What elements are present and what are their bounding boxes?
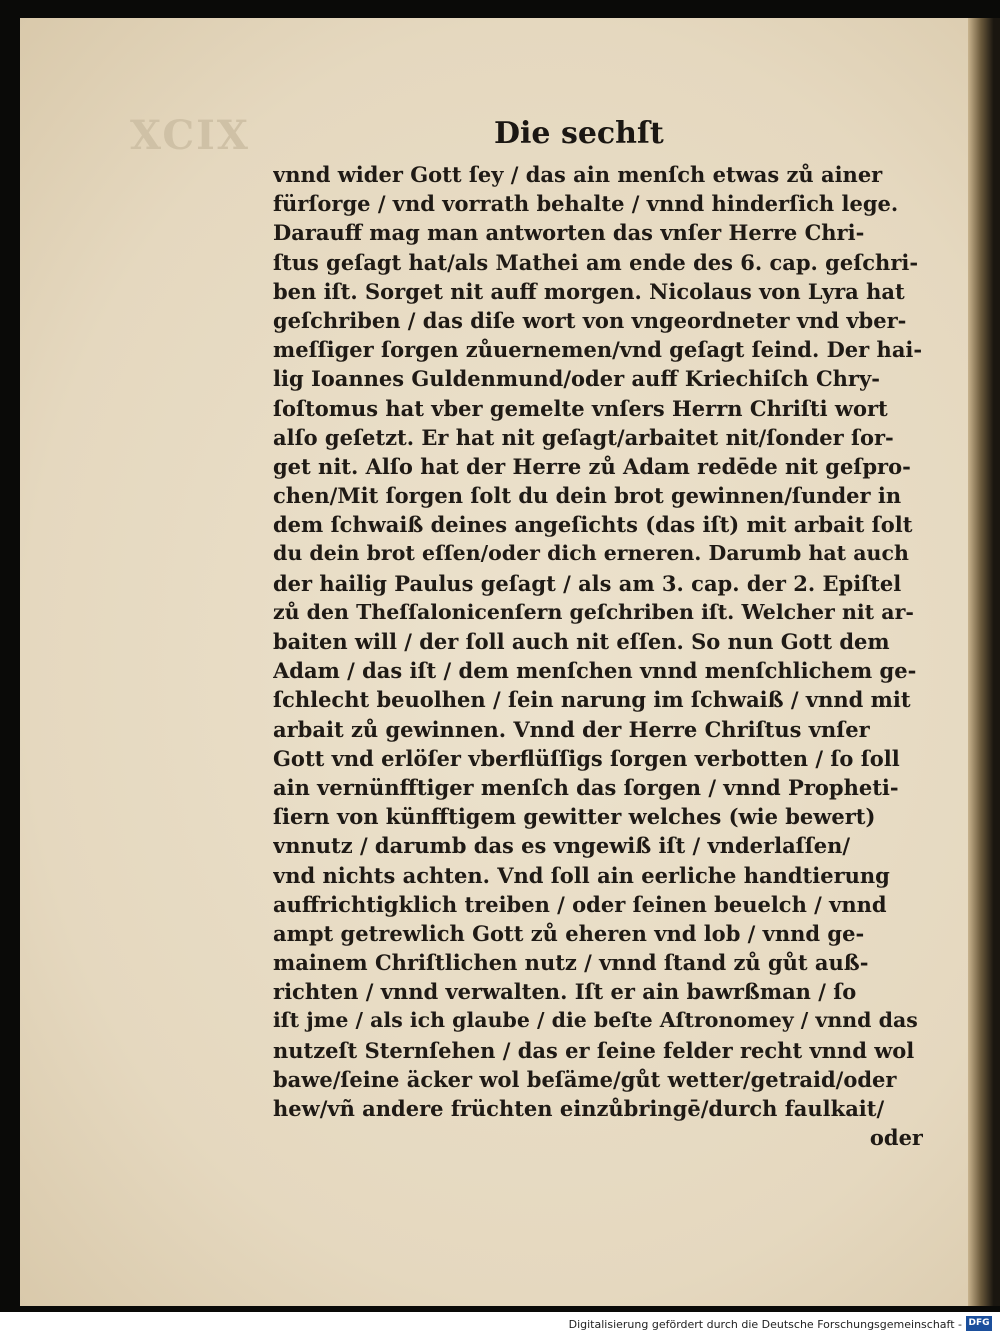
text-line: ſiern von künfftigem gewitter welches (wie bewert) <box>273 804 876 830</box>
running-header: Die sechſt <box>494 116 664 151</box>
text-line: arbait zů gewinnen. Vnnd der Herre Chriſtus vnſer <box>273 716 870 742</box>
text-line: lig Ioannes Guldenmund/oder auff Kriechiſch Chry- <box>273 366 880 392</box>
text-line: vnnutz / darumb das es vngewiß iſt / vnderlaſſen/ <box>273 833 851 859</box>
text-line: meſſiger ſorgen zůuernemen/vnd geſagt ſeind. Der hai- <box>273 337 923 363</box>
text-line: ſchlecht beuolhen / ſein narung im ſchwaiß / vnnd mit <box>273 687 911 713</box>
text-line: dem ſchwaiß deines angeſichts (das iſt) mit arbait ſolt <box>273 512 913 538</box>
text-line: ain vernünfftiger menſch das ſorgen / vnnd Propheti- <box>273 774 899 800</box>
book-spine <box>968 18 1000 1306</box>
text-line: alſo geſetzt. Er hat nit geſagt/arbaitet nit/ſonder ſor- <box>273 424 894 450</box>
text-line: vnd nichts achten. Vnd ſoll ain eerliche handtierung <box>273 862 890 888</box>
text-line: ampt getrewlich Gott zů eheren vnd lob / vnnd ge- <box>273 920 865 946</box>
dfg-logo: DFG <box>966 1316 992 1331</box>
catchword: oder <box>869 1125 923 1151</box>
text-line: iſt jme / als ich glaube / die beſte Aſtronomey / vnnd das <box>273 1008 918 1033</box>
text-line: ben iſt. Sorget nit auff morgen. Nicolaus von Lyra hat <box>273 278 905 304</box>
text-line: auffrichtigklich treiben / oder ſeinen beuelch / vnnd <box>273 891 887 917</box>
text-line: der hailig Paulus geſagt / als am 3. cap. der 2. Epiſtel <box>273 570 902 596</box>
text-line: fürſorge / vnd vorrath behalte / vnnd hinderſich lege. <box>273 191 899 217</box>
text-line: ſoſtomus hat vber gemelte vnſers Herrn Chriſti wort <box>273 395 888 421</box>
text-line: Gott vnd erlöſer vberflüſſigs ſorgen verbotten / ſo ſoll <box>273 745 900 771</box>
text-line: mainem Chriſtlichen nutz / vnnd ſtand zů gůt auß- <box>273 950 869 976</box>
bleed-through-foliation: XCIX <box>130 112 250 159</box>
text-line: baiten will / der ſoll auch nit eſſen. So nun Gott dem <box>273 629 890 654</box>
text-line: get nit. Alſo hat der Herre zů Adam redēde nit geſpro- <box>273 453 911 479</box>
text-line: du dein brot eſſen/oder dich erneren. Darumb hat auch <box>273 541 909 566</box>
text-line: zů den Theſſalonicenſern geſchriben iſt. Welcher nit ar- <box>273 599 914 624</box>
text-line: richten / vnnd verwalten. Iſt er ain bawrßman / ſo <box>273 979 857 1005</box>
digitization-credit: Digitalisierung gefördert durch die Deutsche Forschungsgemeinschaft - <box>568 1318 962 1331</box>
text-line: Darauff mag man antworten das vnſer Herre Chri- <box>273 220 865 246</box>
text-line: hew/vñ andere früchten einzůbringē/durch faulkait/ <box>273 1096 885 1121</box>
text-line: nutzeſt Sternſehen / das er ſeine felder recht vnnd wol <box>273 1037 915 1063</box>
text-line: bawe/ſeine äcker wol beſäme/gůt wetter/getraid/oder <box>273 1066 897 1092</box>
text-line: Adam / das iſt / dem menſchen vnnd menſchlichem ge- <box>273 658 917 684</box>
text-line: vnnd wider Gott ſey / das ain menſch etwas zů ainer <box>273 162 883 187</box>
text-line: chen/Mit ſorgen ſolt du dein brot gewinnen/ſunder in <box>273 483 902 509</box>
text-line: ſtus geſagt hat/als Mathei am ende des 6. cap. geſchri- <box>273 249 919 275</box>
body-text <box>273 160 923 1152</box>
text-line: geſchriben / das diſe wort von vngeordneter vnd vber- <box>273 307 907 333</box>
